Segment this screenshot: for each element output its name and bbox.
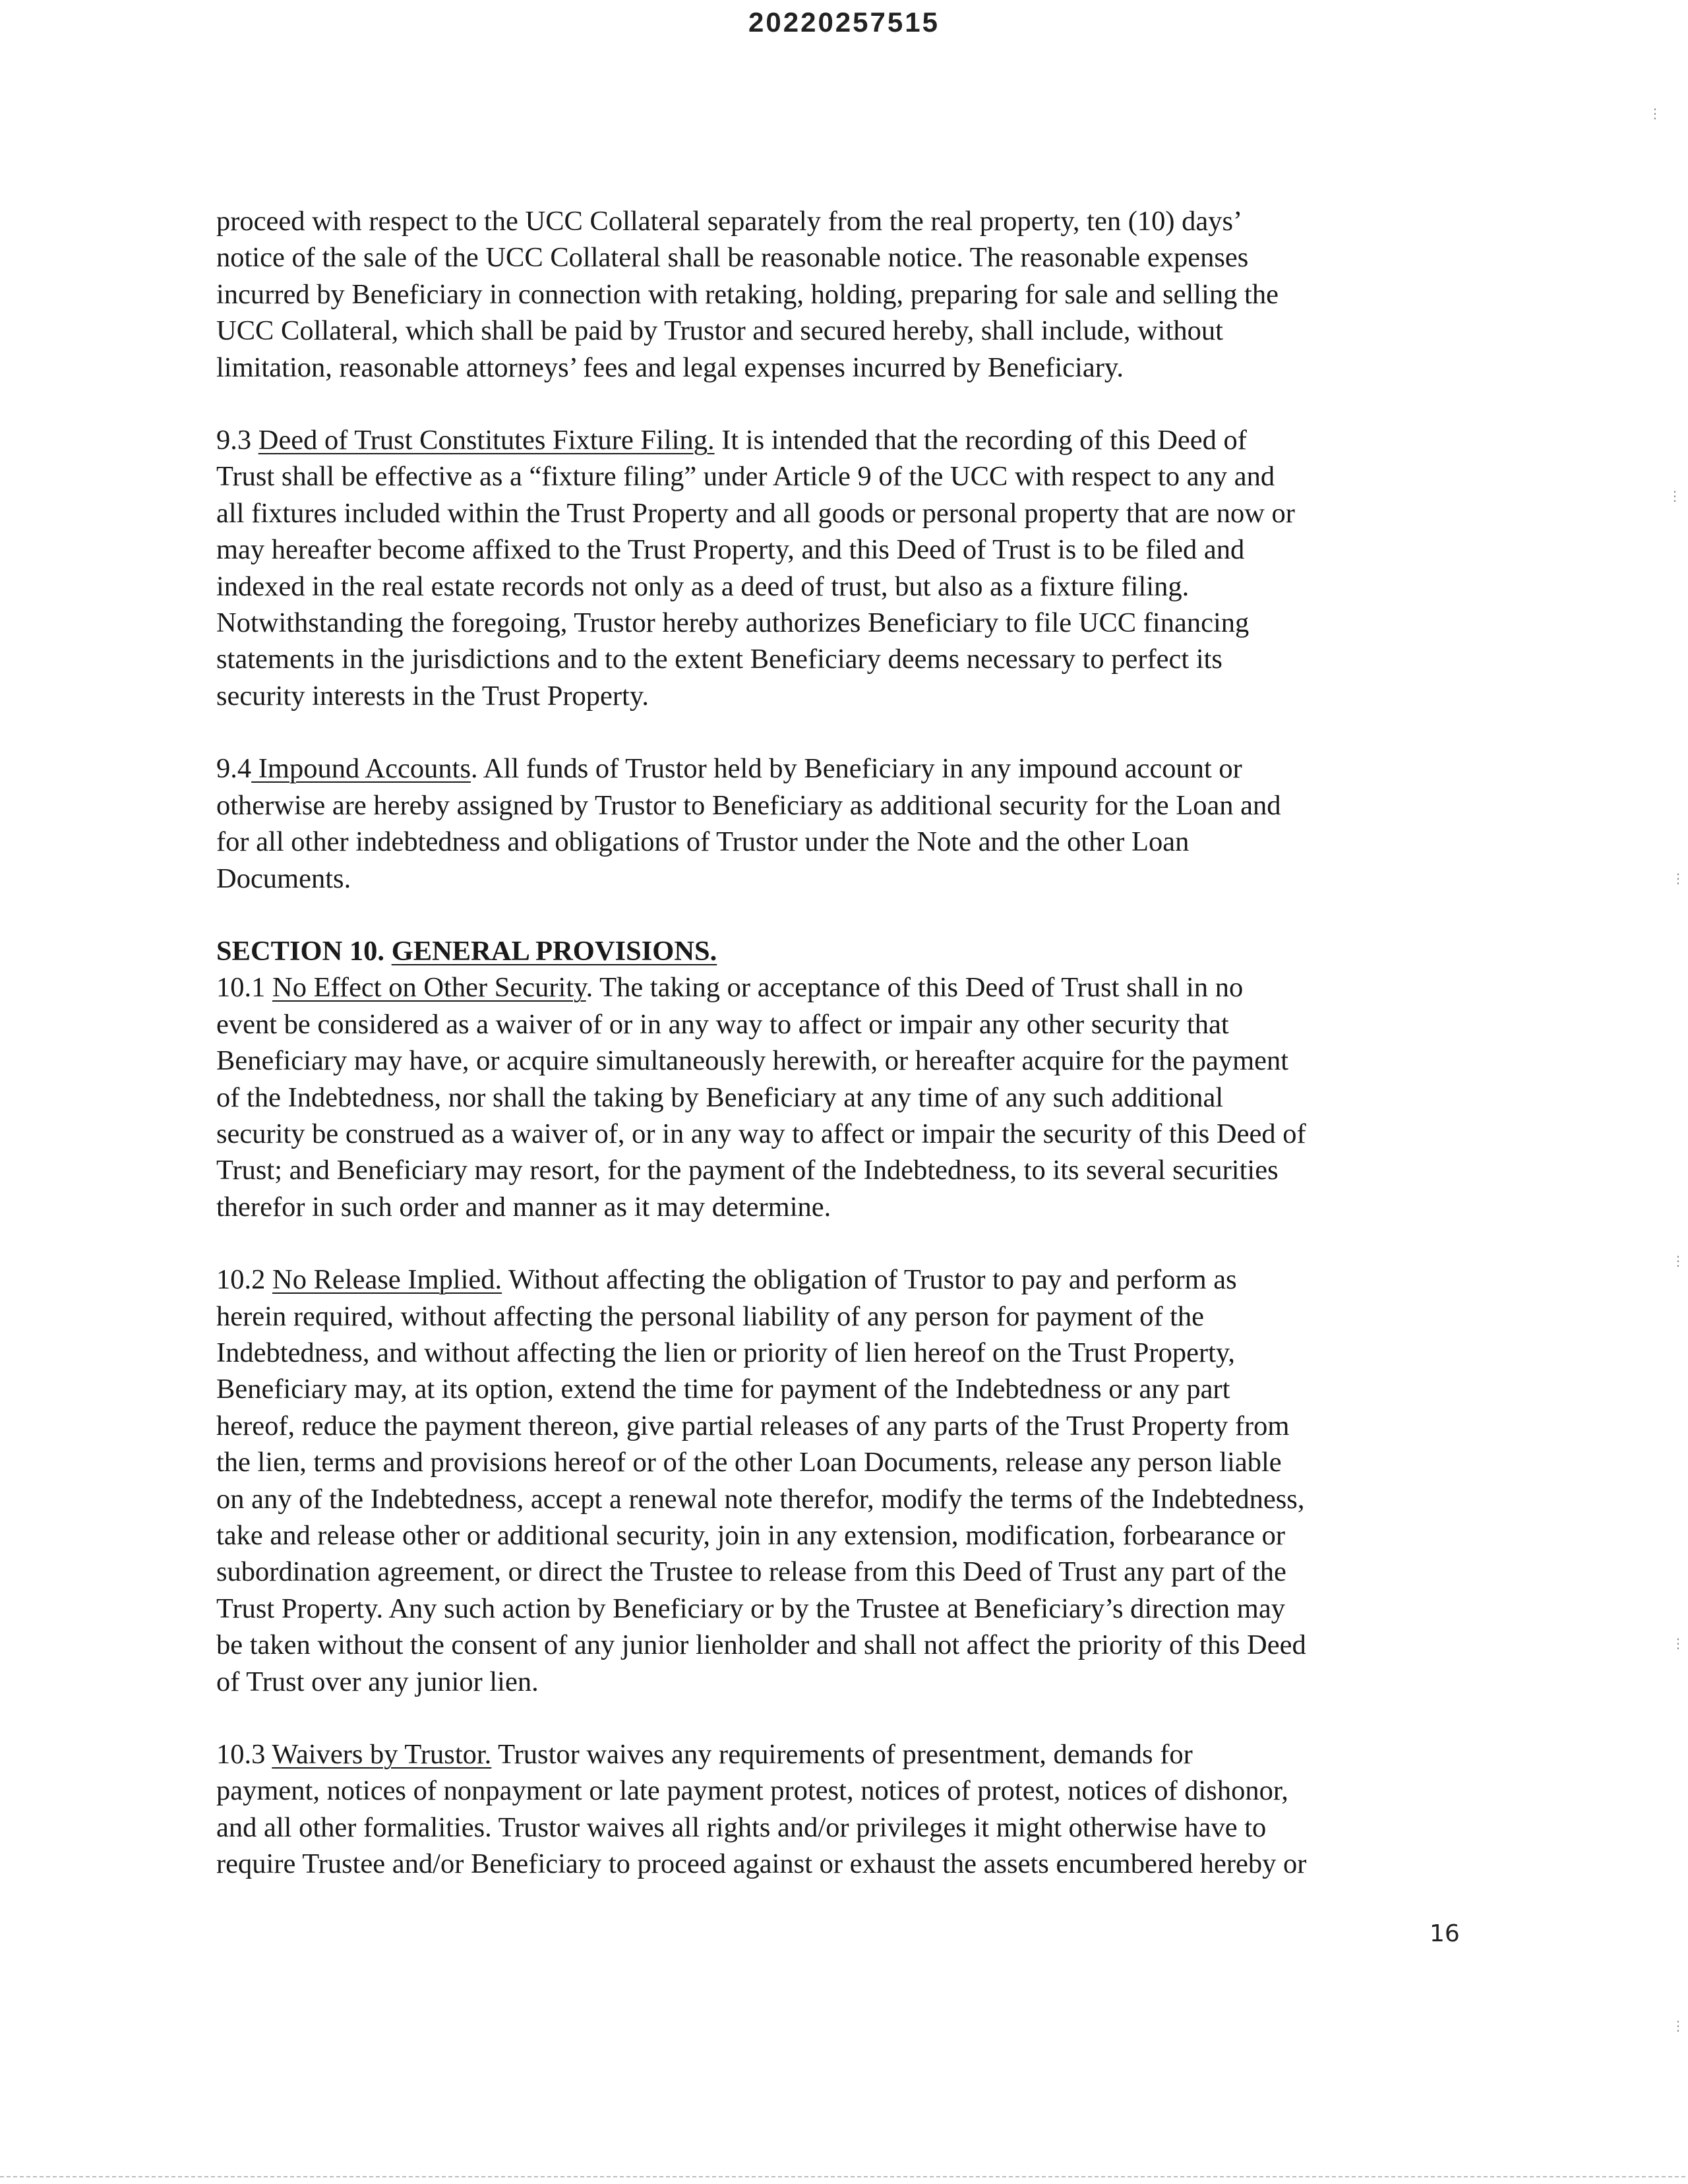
text-line: on any of the Indebtedness, accept a renewal note therefor, modify the terms of the Indebtedness,: [216, 1483, 1305, 1515]
text-line: security interests in the Trust Property.: [216, 680, 649, 712]
text-line: of Trust over any junior lien.: [216, 1666, 539, 1697]
clause-text: . All funds of Trustor held by Beneficiary in any impound account or: [471, 753, 1242, 785]
text-line: indexed in the real estate records not only as a deed of trust, but also as a fixture filing.: [216, 570, 1190, 602]
text-line: hereof, reduce the payment thereon, give partial releases of any parts of the Trust Property from: [216, 1410, 1290, 1441]
scan-speck: ⋮: [1648, 106, 1662, 121]
paragraph-10-2: [216, 1261, 1469, 1700]
clause-text: It is intended that the recording of this Deed of: [714, 425, 1247, 456]
text-line: security be construed as a waiver of, or in any way to affect or impair the security of this Deed of: [216, 1118, 1306, 1149]
scan-speck: ⋮: [1672, 1635, 1685, 1651]
text-line: herein required, without affecting the personal liability of any person for payment of the: [216, 1300, 1205, 1332]
text-line: Notwithstanding the foregoing, Trustor hereby authorizes Beneficiary to file UCC financing: [216, 607, 1250, 639]
text-line: incurred by Beneficiary in connection with retaking, holding, preparing for sale and selling the: [216, 278, 1279, 310]
paragraph-first-line: [216, 1261, 1469, 1298]
clause-title: No Release Implied.: [272, 1264, 502, 1296]
clause-number: 9.3: [216, 425, 252, 456]
paragraph-first-line: [216, 1736, 1469, 1773]
recording-number: 20220257515: [748, 7, 940, 38]
clause-text: Without affecting the obligation of Trustor to pay and perform as: [502, 1264, 1237, 1296]
text-line: for all other indebtedness and obligations of Trustor under the Note and the other Loan: [216, 826, 1190, 858]
text-line: therefor in such order and manner as it may determine.: [216, 1191, 831, 1223]
text-line: UCC Collateral, which shall be paid by Trustor and secured hereby, shall include, without: [216, 315, 1223, 347]
paragraph-first-line: [216, 969, 1469, 1006]
text-line: of the Indebtedness, nor shall the taking by Beneficiary at any time of any such additional: [216, 1081, 1224, 1113]
scan-speck: ⋮: [1668, 488, 1681, 504]
text-line: be taken without the consent of any junior lienholder and shall not affect the priority of this Deed: [216, 1629, 1306, 1661]
section-10: [216, 933, 1469, 1225]
paragraph-ucc-continuation: [216, 203, 1469, 386]
section-prefix: SECTION 10.: [216, 935, 392, 967]
text-line: Beneficiary may have, or acquire simultaneously herewith, or hereafter acquire for the payment: [216, 1045, 1289, 1077]
text-line: otherwise are hereby assigned by Trustor to Beneficiary as additional security for the Loan and: [216, 789, 1281, 821]
text-line: and all other formalities. Trustor waives all rights and/or privileges it might otherwise have to: [216, 1811, 1267, 1843]
scan-speck: ⋮: [1672, 2018, 1685, 2034]
text-line: the lien, terms and provisions hereof or of the other Loan Documents, release any person liable: [216, 1447, 1282, 1478]
paragraph-10-3: [216, 1736, 1469, 1883]
clause-number: 10.3: [216, 1739, 272, 1771]
clause-number: 10.2: [216, 1264, 272, 1296]
text-line: Beneficiary may, at its option, extend the time for payment of the Indebtedness or any part: [216, 1374, 1230, 1405]
text-line: all fixtures included within the Trust Property and all goods or personal property that are now or: [216, 497, 1295, 529]
text-line: notice of the sale of the UCC Collateral shall be reasonable notice. The reasonable expenses: [216, 242, 1249, 274]
paragraph-first-line: [216, 750, 1469, 787]
text-line: Documents.: [216, 863, 351, 894]
scan-speck: ⋮: [1672, 870, 1685, 886]
text-line: event be considered as a waiver of or in any way to affect or impair any other security that: [216, 1008, 1229, 1040]
clause-title: Impound Accounts: [251, 753, 471, 785]
clause-title: No Effect on Other Security: [272, 972, 586, 1004]
clause-text: Trustor waives any requirements of presentment, demands for: [491, 1739, 1193, 1771]
paragraph-first-line: [216, 422, 1469, 458]
text-line: statements in the jurisdictions and to the extent Beneficiary deems necessary to perfect its: [216, 644, 1222, 675]
text-line: subordination agreement, or direct the Trustee to release from this Deed of Trust any part of the: [216, 1556, 1286, 1588]
section-heading: [216, 933, 1469, 969]
text-line: Trust; and Beneficiary may resort, for the payment of the Indebtedness, to its several securities: [216, 1155, 1279, 1186]
text-line: require Trustee and/or Beneficiary to proceed against or exhaust the assets encumbered hereby or: [216, 1848, 1307, 1880]
text-line: Indebtedness, and without affecting the lien or priority of lien hereof on the Trust Property,: [216, 1337, 1236, 1368]
document-body: [216, 203, 1469, 1883]
clause-title: Waivers by Trustor.: [272, 1739, 492, 1771]
text-line: Trust Property. Any such action by Beneficiary or by the Trustee at Beneficiary’s direction may: [216, 1592, 1285, 1624]
text-line: may hereafter become affixed to the Trust Property, and this Deed of Trust is to be filed and: [216, 534, 1245, 566]
clause-title: Deed of Trust Constitutes Fixture Filing.: [258, 425, 715, 456]
clause-text: . The taking or acceptance of this Deed of Trust shall in no: [586, 972, 1244, 1004]
clause-number: 10.1: [216, 972, 272, 1004]
scan-bottom-edge: [0, 2176, 1688, 2177]
text-line: payment, notices of nonpayment or late payment protest, notices of protest, notices of dishonor,: [216, 1775, 1288, 1807]
paragraph-9-3: [216, 422, 1469, 714]
paragraph-9-4: [216, 750, 1469, 897]
text-line: take and release other or additional security, join in any extension, modification, forbearance or: [216, 1520, 1286, 1551]
scan-speck: ⋮: [1672, 1253, 1685, 1269]
text-line: proceed with respect to the UCC Collateral separately from the real property, ten (10) days’: [216, 206, 1243, 237]
text-line: Trust shall be effective as a “fixture filing” under Article 9 of the UCC with respect to any and: [216, 461, 1275, 493]
page-number: 16: [1430, 1920, 1460, 1947]
clause-number: 9.4: [216, 753, 252, 785]
text-line: limitation, reasonable attorneys’ fees and legal expenses incurred by Beneficiary.: [216, 351, 1124, 383]
section-title: GENERAL PROVISIONS.: [391, 935, 717, 967]
